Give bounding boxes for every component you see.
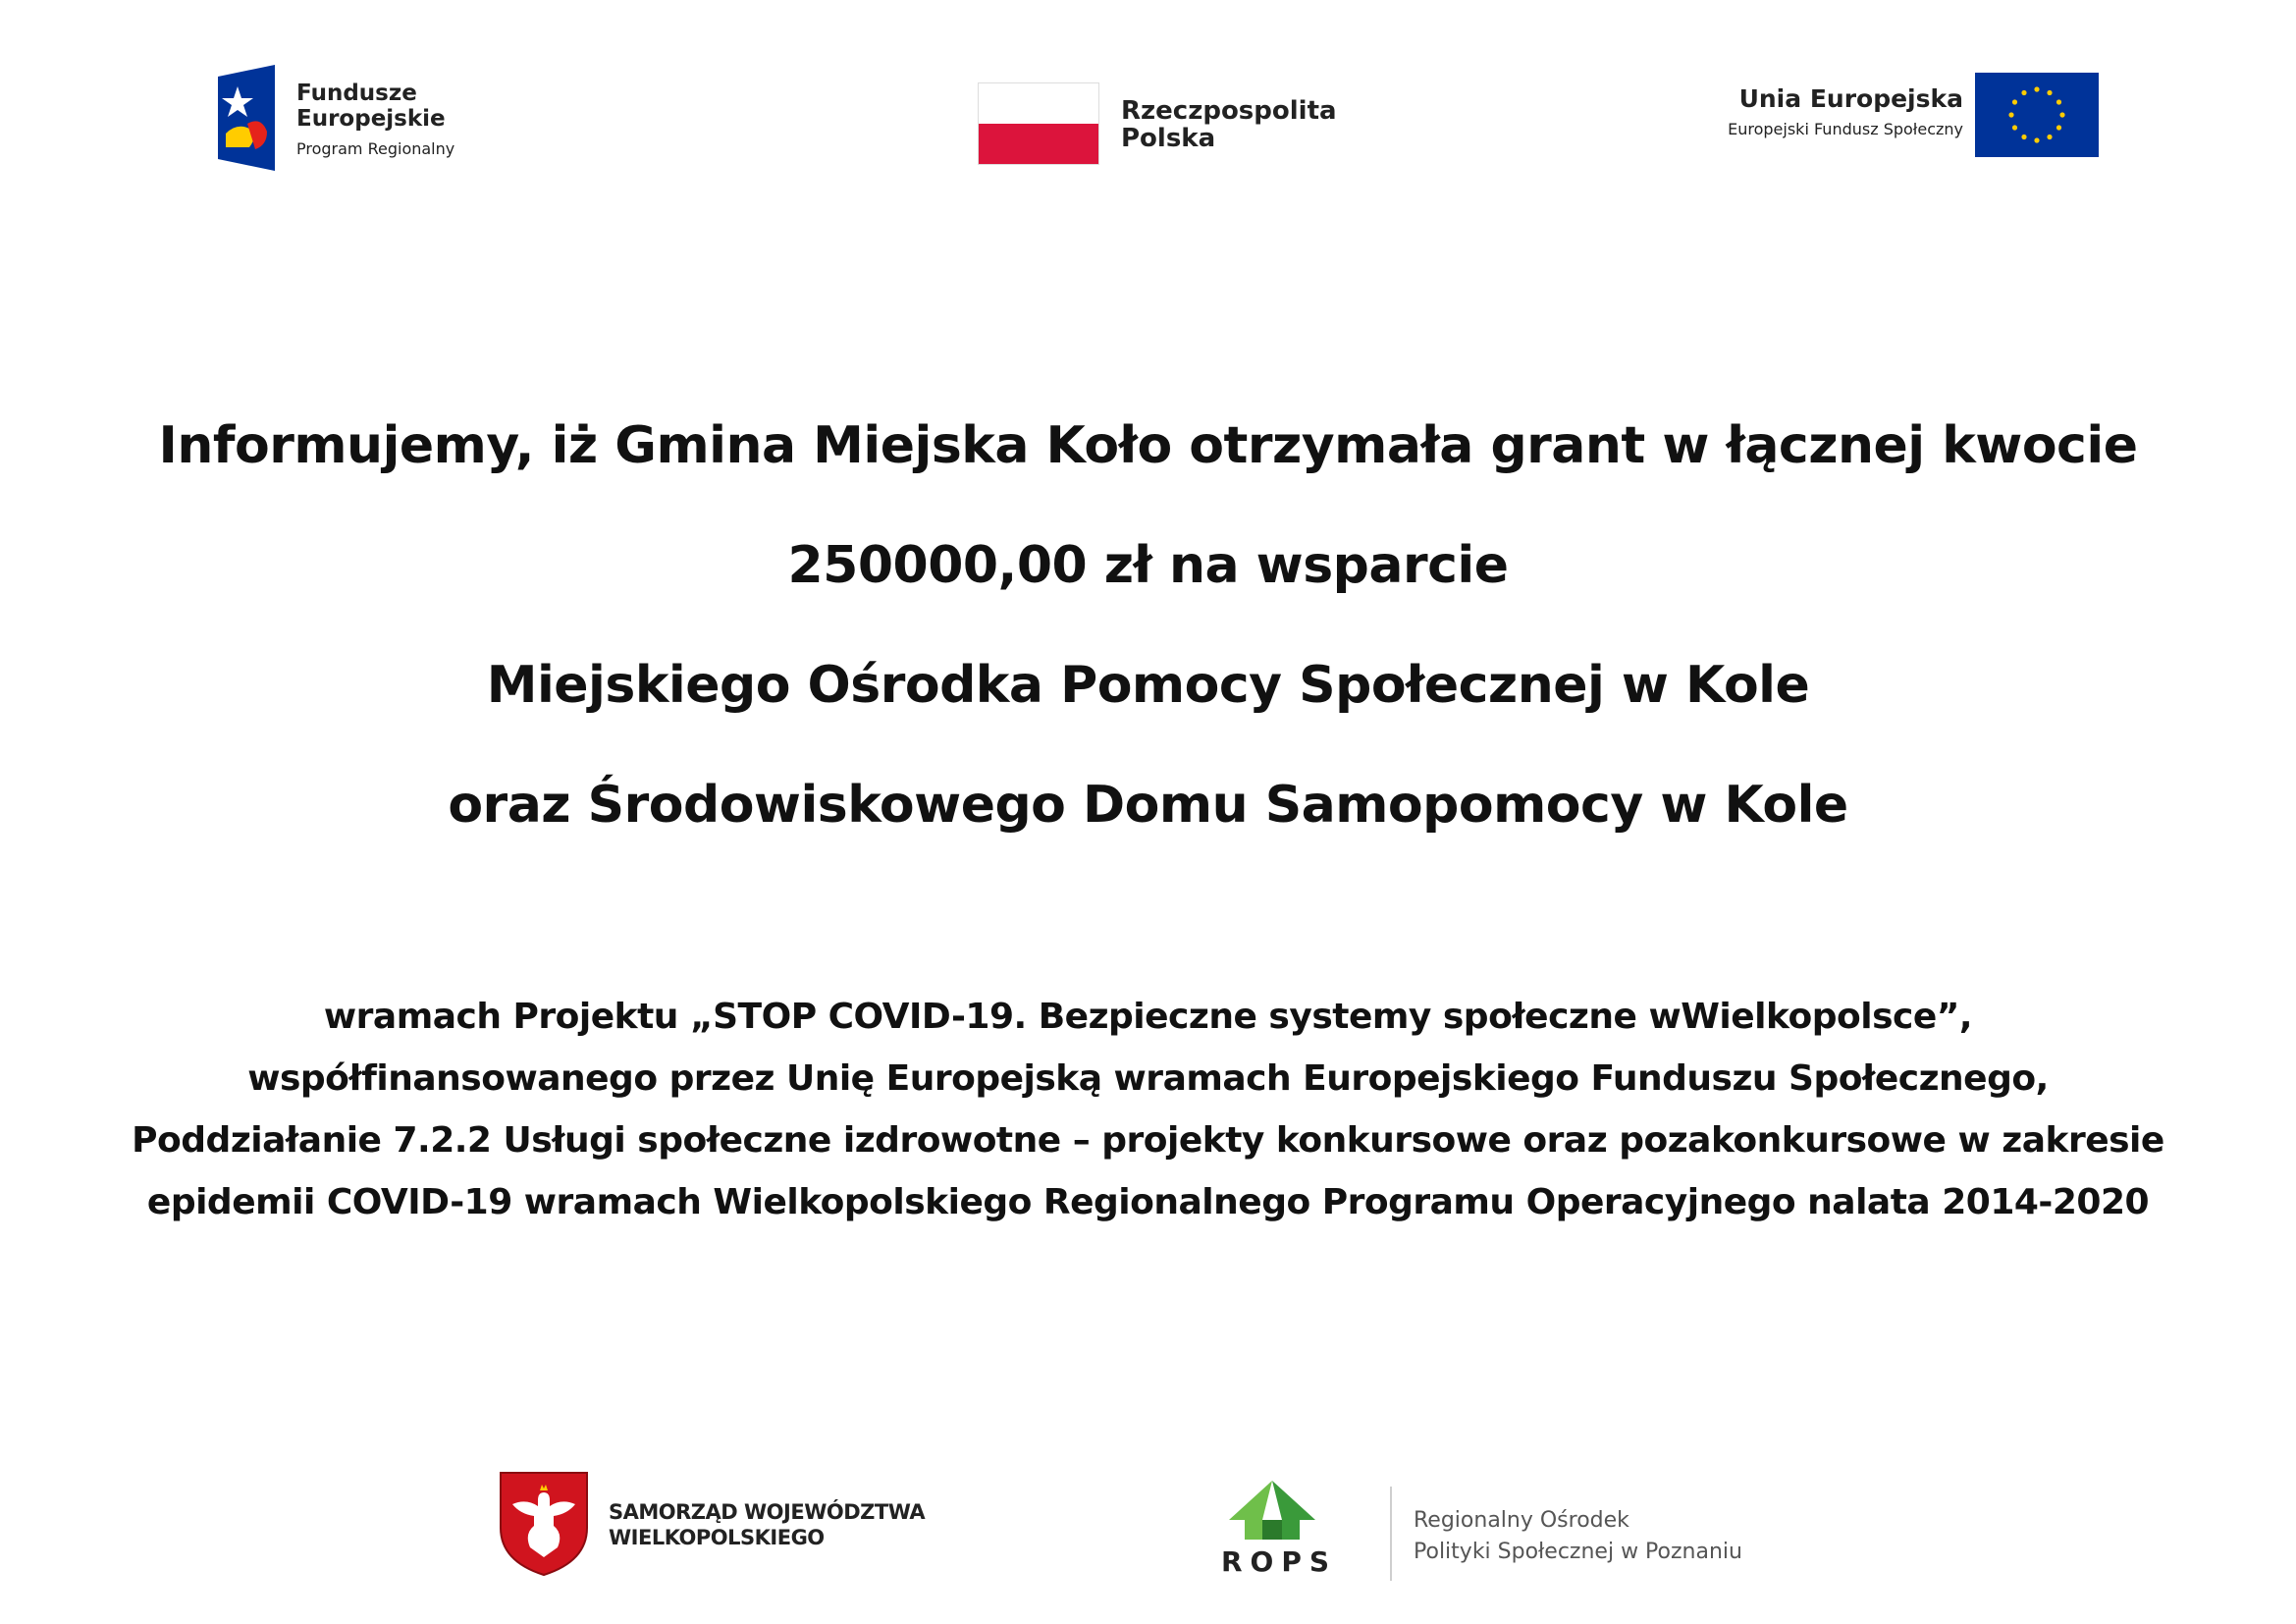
polish-flag-icon <box>978 82 1099 165</box>
rzeczpospolita-line2: Polska <box>1121 124 1216 153</box>
samorzad-line1: SAMORZĄD WOJEWÓDZTWA <box>609 1500 926 1524</box>
heading-line1: Informujemy, iż Gmina Miejska Koło otrzymała grant w łącznej kwocie <box>158 416 2138 475</box>
body-line2: współfinansowanego przez Unię Europejską wramach Europejskiego Funduszu Społecznego, <box>247 1058 2049 1099</box>
wielkopolska-coat-of-arms-icon <box>499 1471 589 1577</box>
fundusze-line1: Fundusze <box>296 81 417 106</box>
rops-acronym: ROPS <box>1221 1545 1338 1578</box>
unia-europejska-logo <box>1669 73 2110 163</box>
rops-emblem-icon <box>1221 1481 1323 1543</box>
fundusze-europejskie-emblem-icon <box>218 65 275 171</box>
fundusze-europejskie-logo <box>218 63 493 171</box>
heading-line4: oraz Środowiskowego Domu Samopomocy w Kole <box>448 776 1848 835</box>
eu-flag-icon <box>1975 73 2099 157</box>
fundusze-line2: Europejskie <box>296 106 446 132</box>
rops-line1: Regionalny Ośrodek <box>1414 1508 1629 1533</box>
rzeczpospolita-polska-logo <box>978 82 1341 167</box>
heading-line2: 250000,00 zł na wsparcie <box>787 536 1509 595</box>
body-line3: Poddziałanie 7.2.2 Usługi społeczne izdrowotne – projekty konkursowe oraz pozakonkursowe w zakresie <box>132 1120 2164 1161</box>
fundusze-line3: Program Regionalny <box>296 139 455 158</box>
rops-logo <box>1217 1481 1747 1589</box>
rops-divider <box>1390 1487 1392 1581</box>
rops-line2: Polityki Społecznej w Poznaniu <box>1414 1540 1742 1564</box>
body-line1: wramach Projektu „STOP COVID-19. Bezpieczne systemy społeczne wWielkopolsce”, <box>323 997 1973 1037</box>
samorzad-line2: WIELKOPOLSKIEGO <box>609 1526 825 1549</box>
unia-line2: Europejski Fundusz Społeczny <box>1728 120 1963 138</box>
body-line4: epidemii COVID-19 wramach Wielkopolskiego Regionalnego Programu Operacyjnego nalata 2014-2020 <box>146 1182 2150 1222</box>
unia-line1: Unia Europejska <box>1738 84 1963 113</box>
heading-line3: Miejskiego Ośrodka Pomocy Społecznej w Kole <box>486 656 1810 715</box>
rzeczpospolita-line1: Rzeczpospolita <box>1121 96 1337 126</box>
samorzad-wojewodztwa-logo <box>499 1471 926 1579</box>
